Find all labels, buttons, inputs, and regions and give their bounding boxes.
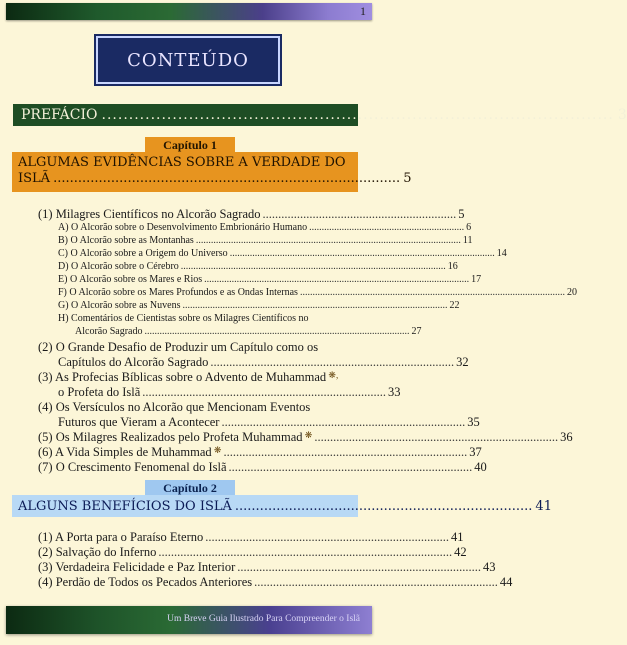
toc-entry-continued[interactable] [58, 355, 469, 370]
entry-page: 22 [449, 300, 460, 311]
contents-title: CONTEÚDO [127, 49, 249, 71]
preface-entry[interactable] [13, 104, 627, 126]
entry-page: 11 [462, 235, 473, 246]
entry-page: 36 [560, 430, 573, 444]
entry-page: 33 [388, 385, 401, 399]
toc-subentry[interactable] [58, 222, 472, 233]
leader-dots: .............................................................................. [223, 445, 468, 459]
toc-subentry[interactable] [58, 248, 507, 259]
entry-label: H) Comentários de Cientistas sobre os Milagres Científicos no [58, 313, 309, 324]
leader-dots: .............................................................................. [205, 530, 449, 544]
entry-page: 5 [458, 207, 465, 221]
entry-label: (5) Os Milagres Realizados pelo Profeta Muhammad [38, 430, 303, 444]
toc-subentry[interactable] [58, 274, 482, 285]
entry-label: C) O Alcorão sobre a Origem do Universo [58, 248, 228, 259]
preface-page: 3 [617, 107, 627, 123]
entry-page: 14 [496, 248, 507, 259]
entry-page: 42 [454, 545, 467, 559]
toc-subentry[interactable] [58, 287, 577, 298]
chapter1-tag: Capítulo 1 [145, 137, 235, 153]
entry-page: 44 [499, 575, 513, 589]
header-bar [6, 3, 372, 20]
entry-label: (1) A Porta para o Paraíso Eterno [38, 530, 204, 544]
entry-label: (6) A Vida Simples de Muhammad [38, 445, 212, 459]
entry-label: F) O Alcorão sobre os Mares Profundos e as Ondas Internas [58, 287, 298, 298]
toc-entry[interactable] [38, 340, 358, 355]
entry-page: 41 [450, 530, 464, 544]
entry-label: (3) As Profecias Bíblicas sobre o Advento de Muhammad [38, 370, 327, 384]
toc-entry[interactable] [38, 530, 464, 545]
entry-label: (2) Salvação do Inferno [38, 545, 157, 559]
leader-dots: .......................................................................................................... [182, 300, 448, 311]
entry-label: Capítulos do Alcorão Sagrado [58, 355, 209, 369]
page-number: 1 [360, 4, 366, 18]
chapter1-title-line1: ALGUMAS EVIDÊNCIAS SOBRE A VERDADE DO [18, 155, 346, 170]
entry-page: 35 [467, 415, 480, 429]
contents-title-box [96, 36, 280, 84]
leader-dots: .............................................................................. [237, 560, 481, 574]
entry-label: E) O Alcorão sobre os Mares e Rios [58, 274, 203, 285]
entry-label: (4) Perdão de Todos os Pecados Anteriores [38, 575, 253, 589]
entry-page: 6 [466, 222, 472, 233]
toc-entry[interactable] [38, 545, 467, 560]
leader-dots: ........................................................................ [234, 498, 533, 514]
entry-label: G) O Alcorão sobre as Nuvens [58, 300, 181, 311]
chapter2-tag: Capítulo 2 [145, 480, 235, 496]
chapter1-title-line2: ISLÃ [18, 171, 51, 186]
entry-label: (7) O Crescimento Fenomenal do Islã [38, 460, 227, 474]
entry-label: (4) Os Versículos no Alcorão que Mencionam Eventos [38, 400, 311, 414]
toc-subentry[interactable] [58, 300, 460, 311]
chapter1-heading[interactable] [12, 152, 412, 192]
chapter2-page: 41 [535, 498, 552, 514]
toc-entry-continued[interactable] [58, 415, 480, 430]
toc-entry[interactable] [38, 400, 358, 415]
entry-page: 32 [456, 355, 469, 369]
entry-label: (1) Milagres Científicos no Alcorão Sagrado [38, 207, 261, 221]
leader-dots: .............................................................. [262, 207, 457, 221]
toc-entry[interactable] [38, 207, 465, 222]
entry-label: Alcorão Sagrado [75, 326, 143, 337]
leader-dots: .............................................................. [309, 222, 465, 233]
leader-dots: .............................................................................. [142, 385, 387, 399]
leader-dots: .......................................................................................................... [144, 326, 410, 337]
leader-dots: .............................................................................................. [158, 545, 453, 559]
pbuh-symbol-icon: ❋ [302, 430, 313, 440]
toc-subentry[interactable] [58, 261, 458, 272]
preface-label: PREFÁCIO [21, 107, 98, 123]
leader-dots: .............................................................................. [210, 355, 455, 369]
entry-label: o Profeta do Islã [58, 385, 141, 399]
entry-page: 16 [447, 261, 458, 272]
entry-label: Futuros que Vieram a Acontecer [58, 415, 220, 429]
entry-label: A) O Alcorão sobre o Desenvolvimento Embrionário Humano [58, 222, 308, 233]
entry-label: (3) Verdadeira Felicidade e Paz Interior [38, 560, 236, 574]
leader-dots: .......................................................................................................... [195, 235, 461, 246]
leader-dots: .......................................................................................................... [204, 274, 470, 285]
footer-text: Um Breve Guia Ilustrado Para Compreender o Islã [167, 614, 360, 624]
leader-dots: .......................................................................................................... [180, 261, 446, 272]
pbuh-symbol-icon: ❋, [326, 370, 339, 380]
toc-subentry-continued[interactable] [75, 326, 422, 337]
toc-subentry[interactable] [58, 235, 473, 246]
pbuh-symbol-icon: ❋ [211, 445, 222, 455]
toc-entry[interactable] [38, 430, 573, 445]
entry-page: 27 [411, 326, 422, 337]
leader-dots: .............................................................................. [314, 430, 559, 444]
leader-dots: .................................................................................... [53, 171, 401, 186]
chapter2-title: ALGUNS BENEFÍCIOS DO ISLÃ [18, 498, 232, 514]
leader-dots: .............................................................................. [221, 415, 466, 429]
entry-page: 43 [483, 560, 496, 574]
chapter2-heading[interactable] [12, 495, 552, 517]
chapter1-page: 5 [403, 171, 412, 186]
leader-dots: .............................................................................. [254, 575, 498, 589]
leader-dots: .......................................................................................................... [299, 287, 565, 298]
leader-dots: .......................................................................................................... [229, 248, 495, 259]
entry-label: (2) O Grande Desafio de Produzir um Capítulo como os [38, 340, 319, 354]
toc-entry[interactable] [38, 575, 513, 590]
entry-page: 40 [474, 460, 487, 474]
footer-bar [6, 606, 372, 634]
toc-subentry[interactable] [58, 313, 358, 324]
toc-entry[interactable] [38, 445, 482, 460]
entry-label: D) O Alcorão sobre o Cérebro [58, 261, 179, 272]
toc-entry[interactable] [38, 560, 496, 575]
leader-dots: .............................................................................................. [101, 107, 614, 123]
toc-entry-continued[interactable] [58, 385, 401, 400]
entry-page: 37 [469, 445, 482, 459]
entry-label: B) O Alcorão sobre as Montanhas [58, 235, 194, 246]
entry-page: 17 [471, 274, 482, 285]
leader-dots: .............................................................................. [228, 460, 473, 474]
toc-entry[interactable] [38, 370, 358, 385]
toc-entry[interactable] [38, 460, 487, 475]
entry-page: 20 [566, 287, 577, 298]
